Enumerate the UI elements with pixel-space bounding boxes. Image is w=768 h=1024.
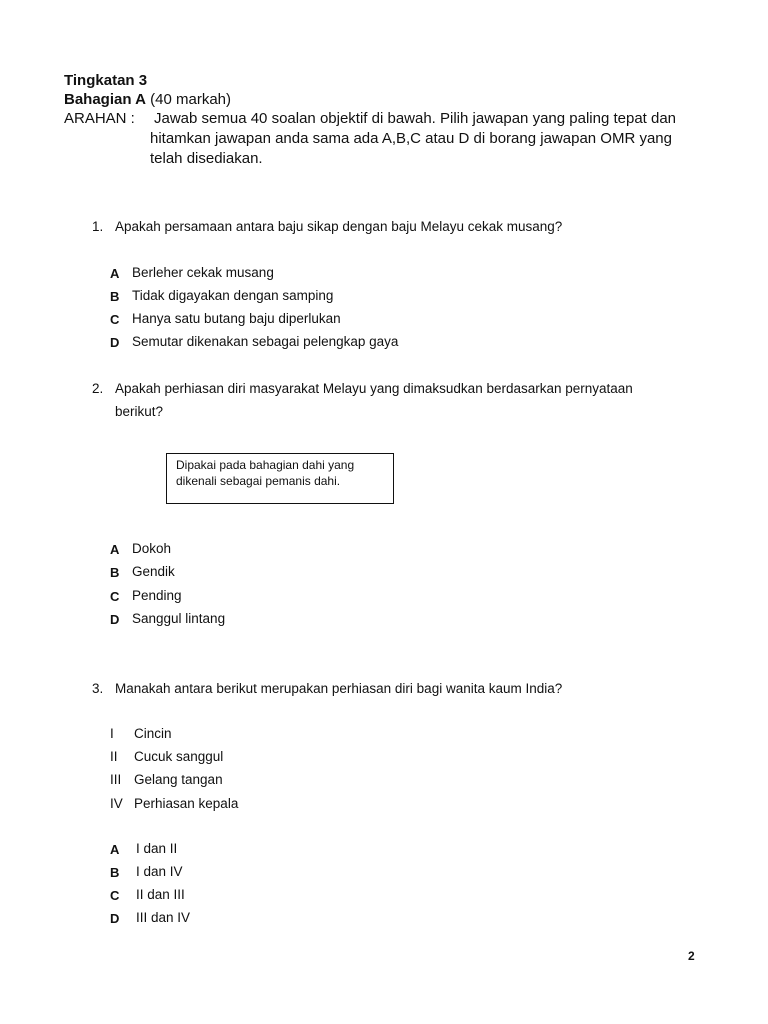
q3-item-4-numeral: IV [110,796,123,811]
question-2-number: 2. [92,381,104,396]
q1-option-c-text: Hanya satu butang baju diperlukan [132,311,341,326]
statement-box [166,453,394,504]
q1-option-b-letter: B [110,289,120,304]
question-3-text: Manakah antara berikut merupakan perhiasan diri bagi wanita kaum India? [115,681,563,696]
q2-option-b-letter: B [110,565,120,580]
q3-item-1-numeral: I [110,726,114,741]
question-1-text: Apakah persamaan antara baju sikap dengan baju Melayu cekak musang? [115,219,563,234]
q3-item-3-numeral: III [110,772,122,787]
section-title: Bahagian A [64,91,146,108]
q3-item-4-text: Perhiasan kepala [134,796,239,811]
question-3-number: 3. [92,681,104,696]
section-heading [64,91,231,108]
q2-option-d-text: Sanggul lintang [132,611,226,626]
q2-option-b-text: Gendik [132,564,175,579]
q3-item-3-text: Gelang tangan [134,772,223,787]
q3-item-2-numeral: II [110,749,118,764]
question-2-text-line-2: berikut? [115,404,164,419]
q3-option-a-letter: A [110,842,120,857]
q1-option-d-text: Semutar dikenakan sebagai pelengkap gaya [132,334,399,349]
q3-option-c-letter: C [110,888,120,903]
question-1-number: 1. [92,219,104,234]
q3-option-a-text: I dan II [136,841,178,856]
q3-item-2-text: Cucuk sanggul [134,749,224,764]
q2-option-c-text: Pending [132,588,182,603]
q3-option-b-text: I dan IV [136,864,183,879]
q1-option-b-text: Tidak digayakan dengan samping [132,288,334,303]
q2-option-d-letter: D [110,612,120,627]
page-number: 2 [688,949,695,963]
statement-line-1: Dipakai pada bahagian dahi yang [176,458,355,472]
q3-option-d-text: III dan IV [136,910,191,925]
question-2-text-line-1: Apakah perhiasan diri masyarakat Melayu yang dimaksudkan berdasarkan pernyataan [115,381,633,396]
q2-option-a-text: Dokoh [132,541,172,556]
q1-option-a-text: Berleher cekak musang [132,265,274,280]
section-marks: (40 markah) [150,91,231,108]
statement-line-2: dikenali sebagai pemanis dahi. [176,474,341,488]
q3-option-c-text: II dan III [136,887,185,902]
instruction-line-1: Jawab semua 40 soalan objektif di bawah. Pilih jawapan yang paling tepat dan [154,110,677,127]
q1-option-d-letter: D [110,335,120,350]
q1-option-a-letter: A [110,266,120,281]
q3-option-d-letter: D [110,911,120,926]
instruction-label: ARAHAN : [64,110,135,127]
q2-option-a-letter: A [110,542,120,557]
form-level: Tingkatan 3 [64,72,148,89]
q2-option-c-letter: C [110,589,120,604]
instruction-line-3: telah disediakan. [150,150,263,167]
q1-option-c-letter: C [110,312,120,327]
instruction-line-2: hitamkan jawapan anda sama ada A,B,C atau D di borang jawapan OMR yang [150,130,672,147]
q3-item-1-text: Cincin [134,726,172,741]
q3-option-b-letter: B [110,865,120,880]
